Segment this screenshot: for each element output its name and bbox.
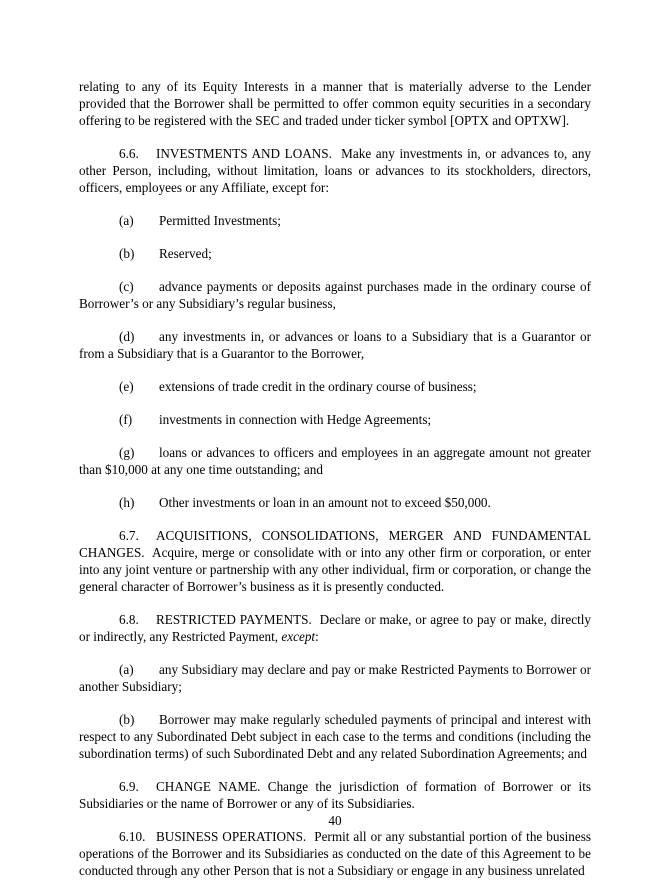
section-6-9 xyxy=(79,778,591,812)
item-text: extensions of trade credit in the ordinary course of business; xyxy=(159,379,477,394)
item-label: (g) xyxy=(119,445,135,460)
section-6-10 xyxy=(79,828,591,879)
section-6-6 xyxy=(79,145,591,196)
item-label: (f) xyxy=(119,412,133,427)
item-label: (a) xyxy=(119,662,134,677)
section-title: ACQUISITIONS, CONSOLIDATIONS, MERGER AND FUNDAMENTAL CHANGES. xyxy=(79,528,591,560)
section-number: 6.8. xyxy=(119,612,139,627)
item-text: advance payments or deposits against purchases made in the ordinary course of Borrower’s or any Subsidiary’s regular business, xyxy=(79,279,591,311)
item-label: (a) xyxy=(119,213,134,228)
list-item xyxy=(79,328,591,362)
item-text: any investments in, or advances or loans to a Subsidiary that is a Guarantor or from a Subsidiary that is a Guarantor to the Borrower, xyxy=(79,329,591,361)
item-text: any Subsidiary may declare and pay or make Restricted Payments to Borrower or another Subsidiary; xyxy=(79,662,591,694)
section-6-8: 6.8. RESTRICTED PAYMENTS. Declare or make, or agree to pay or make, directly or indirectly, any Restricted Payment, except: xyxy=(79,612,592,644)
list-item xyxy=(79,444,591,478)
list-item xyxy=(79,494,591,511)
section-6-7 xyxy=(79,527,591,595)
section-number: 6.7. xyxy=(119,528,139,543)
item-label: (b) xyxy=(119,712,135,727)
item-text: loans or advances to officers and employees in an aggregate amount not greater than $10,000 at any one time outstanding; and xyxy=(79,445,591,477)
section-title: INVESTMENTS AND LOANS. xyxy=(156,146,332,161)
list-item xyxy=(79,378,591,395)
section-number: 6.6. xyxy=(119,146,139,161)
item-text: Borrower may make regularly scheduled payments of principal and interest with respect to any Subordinated Debt subject in each case to the terms and conditions (including the subordination terms) of such Subordinated Debt and any related Subordination Agreements; and xyxy=(79,712,591,761)
list-item xyxy=(79,711,591,762)
item-label: (c) xyxy=(119,279,134,294)
section-text: Acquire, merge or consolidate with or into any other firm or corporation, or enter into any joint venture or partnership with any other individual, firm or corporation, or change the general character of Borrower’s business as it is presently conducted. xyxy=(79,545,591,594)
section-number: 6.10. xyxy=(119,829,146,844)
document-page xyxy=(79,78,591,895)
list-item xyxy=(79,212,591,229)
item-text: Permitted Investments; xyxy=(159,213,281,228)
section-title: RESTRICTED PAYMENTS. xyxy=(156,612,312,627)
section-text: Change the jurisdiction of formation of Borrower or its Subsidiaries or the name of Borrower or any of its Subsidiaries. xyxy=(79,779,592,811)
section-text: Make any investments in, or advances to, any other Person, including, without limitation, loans or advances to its stockholders, directors, officers, employees or any Affiliate, except for: xyxy=(79,146,592,195)
item-label: (b) xyxy=(119,246,135,261)
list-item xyxy=(79,411,591,428)
item-label: (h) xyxy=(119,495,135,510)
list-item xyxy=(79,278,591,312)
item-text: investments in connection with Hedge Agreements; xyxy=(159,412,432,427)
section-text: Declare or make, or agree to pay or make, directly or indirectly, any Restricted Payment, xyxy=(79,612,592,644)
section-title: BUSINESS OPERATIONS. xyxy=(156,829,307,844)
item-label: (e) xyxy=(119,379,134,394)
list-item xyxy=(79,245,591,262)
item-text: Other investments or loan in an amount not to exceed $50,000. xyxy=(159,495,491,510)
section-number: 6.9. xyxy=(119,779,139,794)
page-number: 40 xyxy=(328,813,342,828)
item-text: Reserved; xyxy=(159,246,212,261)
section-title: CHANGE NAME. xyxy=(156,779,261,794)
list-item xyxy=(79,661,591,695)
continuation-paragraph: relating to any of its Equity Interests in a manner that is materially adverse to the Lender provided that the Borrower shall be permitted to offer common equity securities in a secondary offering to be registered with the SEC and traded under ticker symbol [OPTX and OPTXW]. xyxy=(79,79,591,128)
except-word: except xyxy=(281,629,316,644)
section-text: Permit all or any substantial portion of the business operations of the Borrower and its Subsidiaries as conducted on the date of this Agreement to be conducted through any other Person that is not a Subsidiary or engage in any business unrelated xyxy=(79,829,591,878)
item-label: (d) xyxy=(119,329,135,344)
